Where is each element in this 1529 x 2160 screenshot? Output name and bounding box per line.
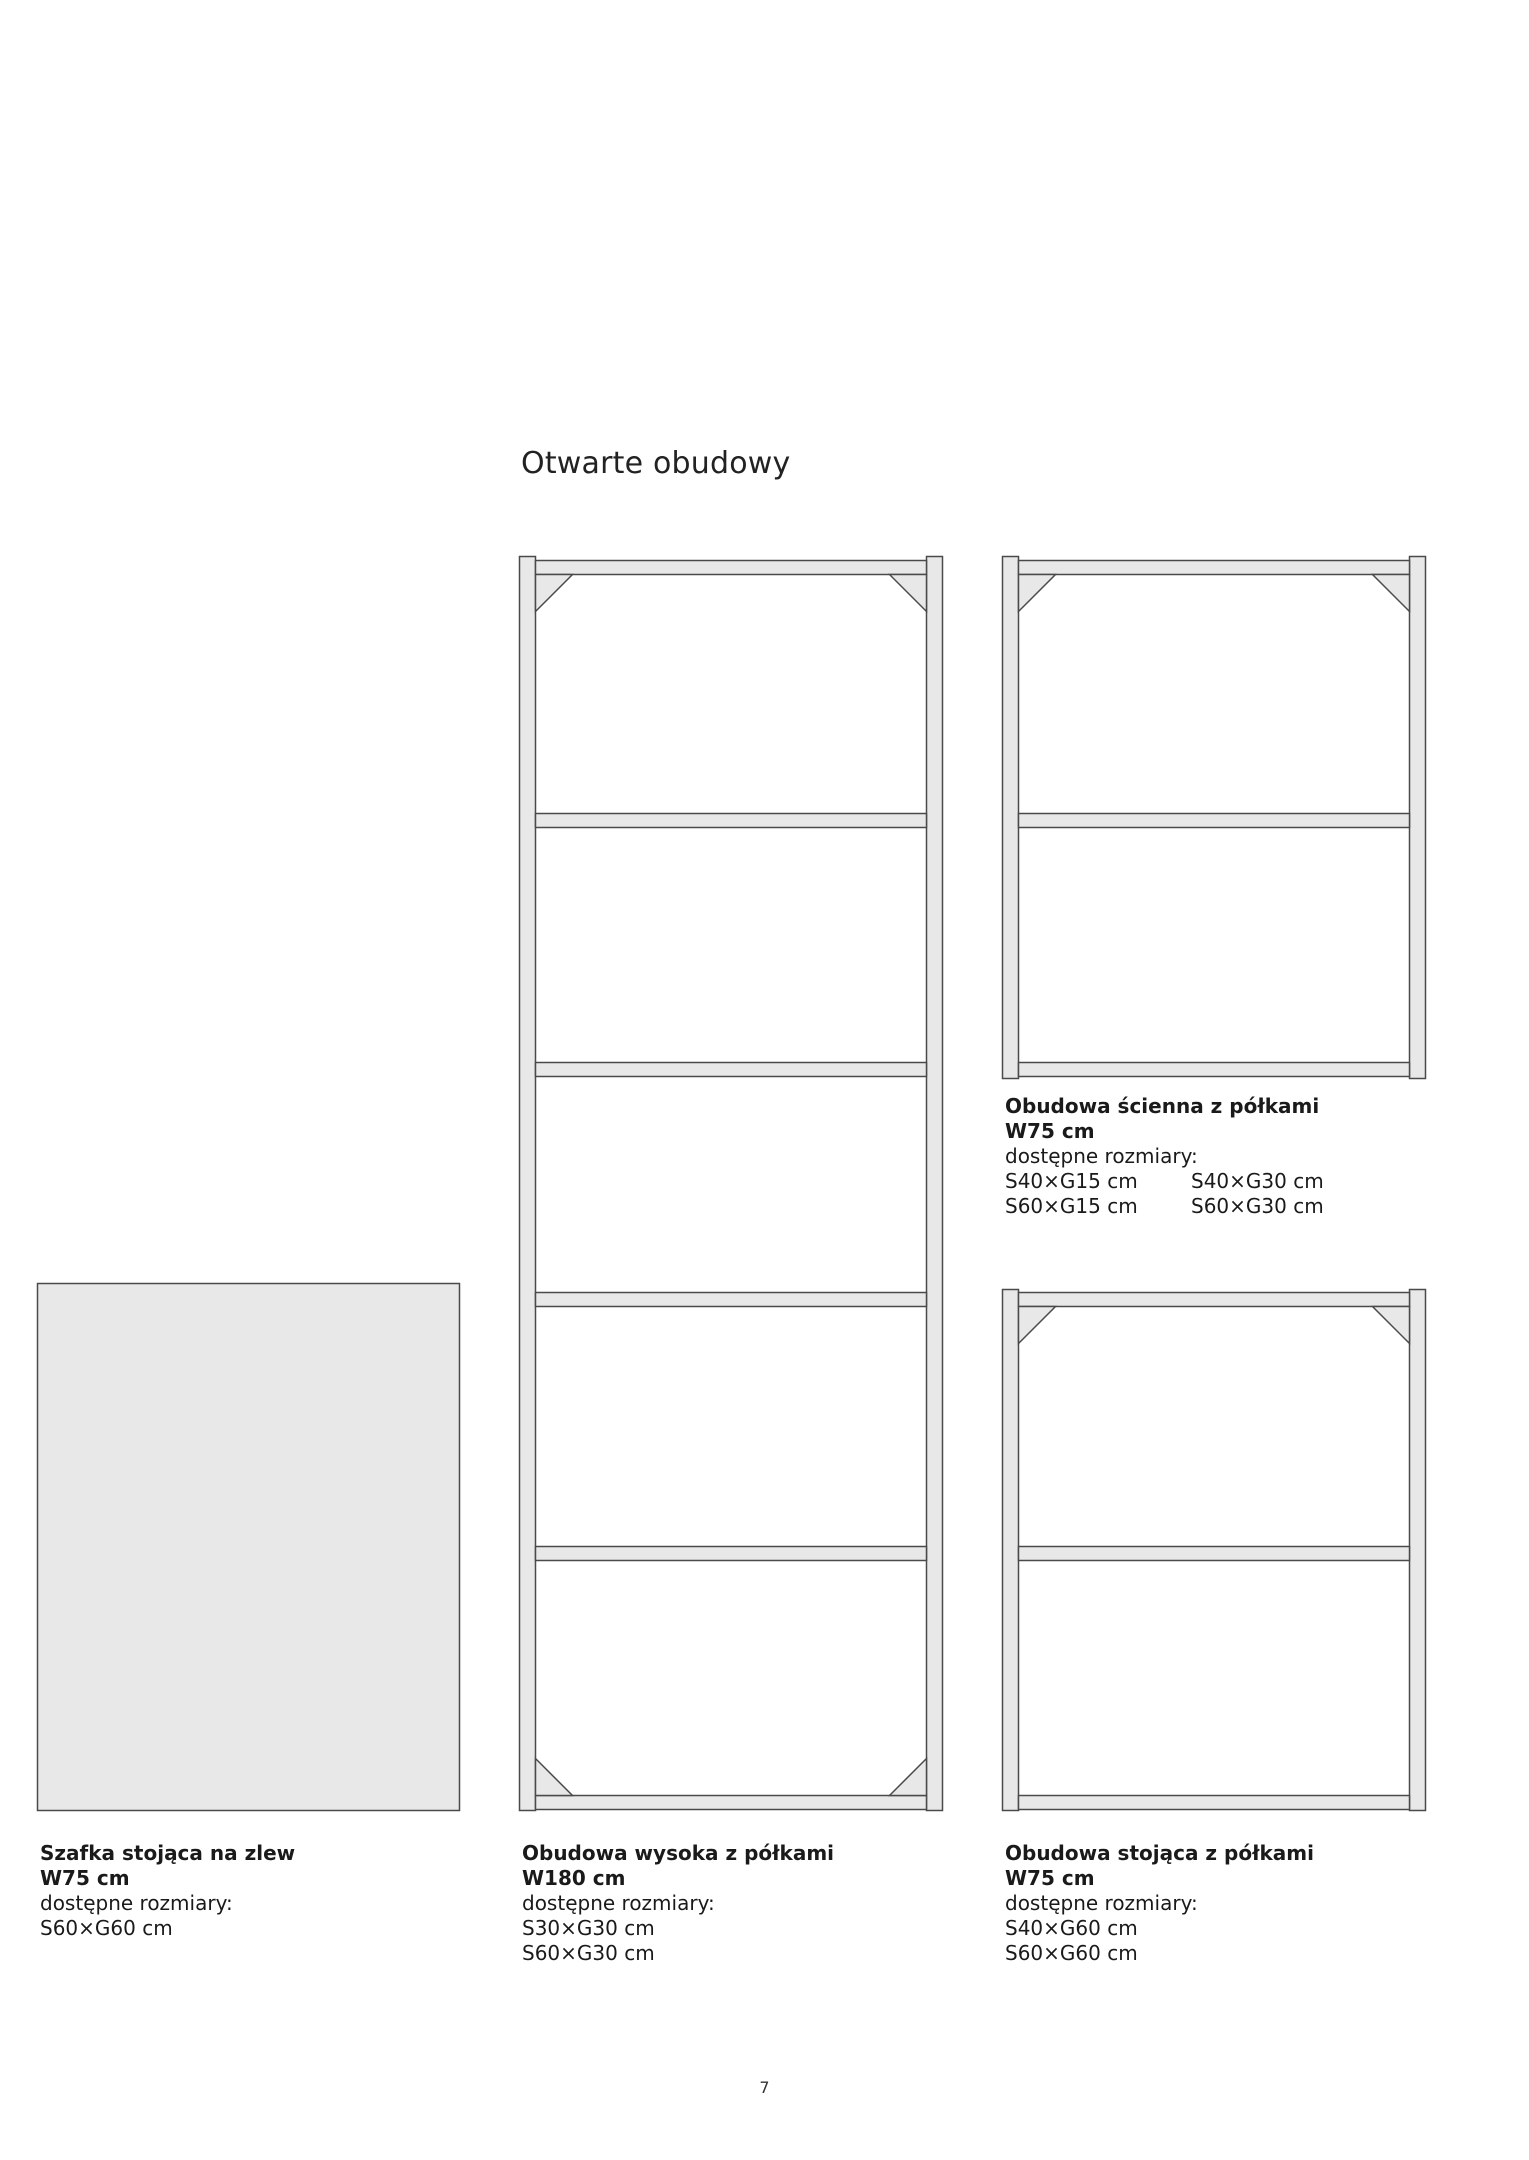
section-title: Otwarte obudowy bbox=[521, 446, 791, 481]
shelf bbox=[536, 1063, 927, 1077]
product-name: Obudowa wysoka z półkami bbox=[522, 1841, 835, 1865]
shelf bbox=[1019, 1547, 1410, 1561]
sizes-label: dostępne rozmiary: bbox=[1005, 1891, 1198, 1915]
wall-open-cabinet-caption bbox=[1005, 1094, 1377, 1219]
base-open-cabinet-drawing bbox=[1003, 1290, 1426, 1811]
high-open-cabinet-drawing bbox=[520, 557, 943, 1811]
corner-bracket bbox=[1373, 1307, 1410, 1344]
side-panel-right bbox=[1410, 557, 1426, 1079]
side-panel-left bbox=[1003, 557, 1019, 1079]
product-height: W75 cm bbox=[1005, 1866, 1095, 1890]
product-height: W75 cm bbox=[40, 1866, 130, 1890]
size-option: S60×G15 cm bbox=[1005, 1194, 1138, 1218]
size-option: S60×G60 cm bbox=[40, 1916, 173, 1940]
sink-cabinet-caption bbox=[40, 1841, 295, 1941]
corner-bracket bbox=[1019, 575, 1056, 612]
size-option: S30×G30 cm bbox=[522, 1916, 655, 1940]
top-panel bbox=[1019, 1293, 1410, 1307]
product-name: Obudowa stojąca z półkami bbox=[1005, 1841, 1314, 1865]
side-panel-right bbox=[1410, 1290, 1426, 1811]
product-name: Szafka stojąca na zlew bbox=[40, 1841, 296, 1865]
size-option: S60×G30 cm bbox=[522, 1941, 655, 1965]
sizes-list bbox=[1005, 1169, 1377, 1219]
corner-bracket bbox=[890, 1759, 927, 1796]
side-panel-left bbox=[520, 557, 536, 1811]
corner-bracket bbox=[1373, 575, 1410, 612]
sizes-label: dostępne rozmiary: bbox=[522, 1891, 715, 1915]
sink-cabinet-drawing bbox=[38, 1284, 460, 1811]
top-panel bbox=[1019, 561, 1410, 575]
sizes-label: dostępne rozmiary: bbox=[40, 1891, 233, 1915]
side-panel-right bbox=[927, 557, 943, 1811]
bottom-panel bbox=[1019, 1796, 1410, 1810]
size-option: S40×G60 cm bbox=[1005, 1916, 1138, 1940]
corner-bracket bbox=[1019, 1307, 1056, 1344]
size-option: S40×G30 cm bbox=[1191, 1169, 1324, 1193]
sizes-label: dostępne rozmiary: bbox=[1005, 1144, 1198, 1168]
side-panel-left bbox=[1003, 1290, 1019, 1811]
shelf bbox=[1019, 814, 1410, 828]
product-height: W75 cm bbox=[1005, 1119, 1095, 1143]
product-height: W180 cm bbox=[522, 1866, 626, 1890]
corner-bracket bbox=[536, 575, 573, 612]
corner-bracket bbox=[890, 575, 927, 612]
page-number: 7 bbox=[759, 2078, 770, 2097]
product-name: Obudowa ścienna z półkami bbox=[1005, 1094, 1320, 1118]
size-option: S60×G60 cm bbox=[1005, 1941, 1138, 1965]
size-option: S60×G30 cm bbox=[1191, 1194, 1324, 1218]
high-open-cabinet-caption bbox=[522, 1841, 834, 1966]
shelf bbox=[536, 814, 927, 828]
shelf bbox=[536, 1547, 927, 1561]
corner-bracket bbox=[536, 1759, 573, 1796]
bottom-panel bbox=[1019, 1063, 1410, 1077]
wall-open-cabinet-drawing bbox=[1003, 557, 1426, 1079]
bottom-panel bbox=[536, 1796, 927, 1810]
top-panel bbox=[536, 561, 927, 575]
shelf bbox=[536, 1293, 927, 1307]
base-open-cabinet-caption bbox=[1005, 1841, 1314, 1966]
size-option: S40×G15 cm bbox=[1005, 1169, 1138, 1193]
